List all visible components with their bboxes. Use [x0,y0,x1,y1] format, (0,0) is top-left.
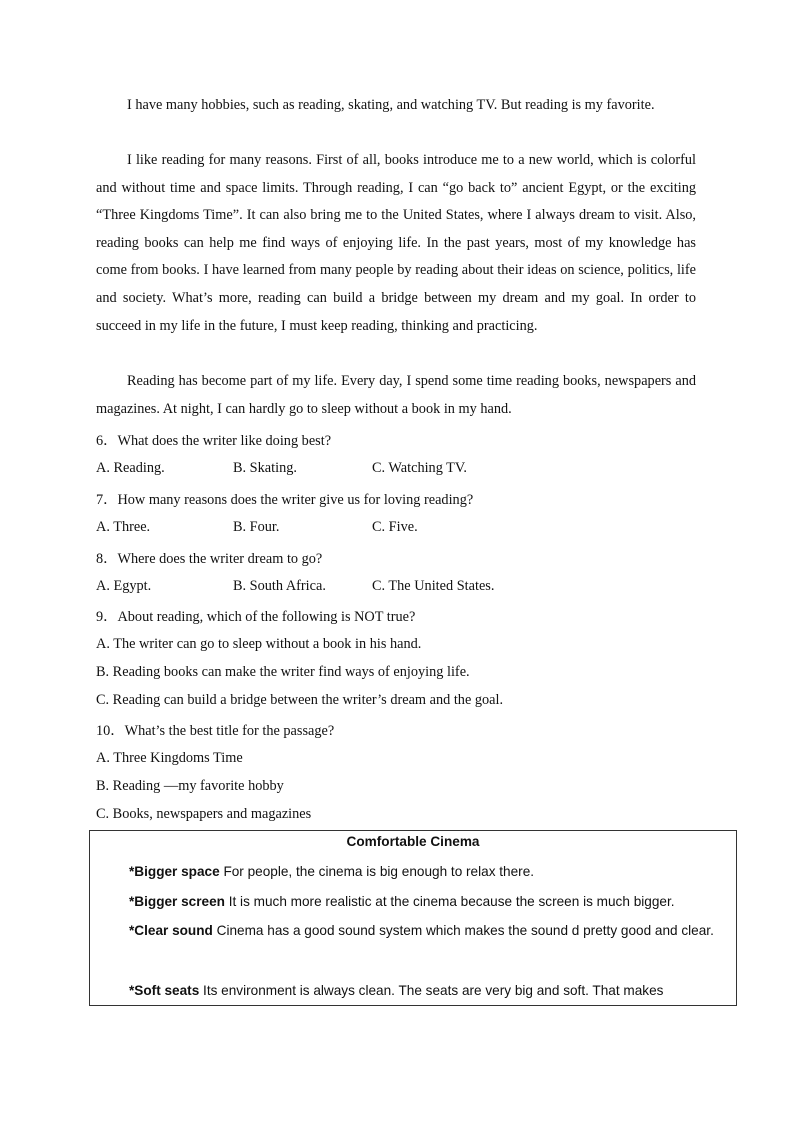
question-8-stem: 8．Where does the writer dream to go? [96,551,323,567]
question-8-option-b: B. South Africa. [233,578,326,594]
question-9-option-a: A. The writer can go to sleep without a book in his hand. [96,636,422,652]
question-10-option-b: B. Reading —my favorite hobby [96,778,284,794]
question-8-option-a: A. Egypt. [96,578,152,594]
cinema-item-bigger-space [98,857,732,887]
cinema-item-heading: *Soft seats [129,983,200,998]
question-9-option-b: B. Reading books can make the writer find ways of enjoying life. [96,664,470,680]
cinema-item-text: For people, the cinema is big enough to relax there. [219,864,535,879]
question-10-option-c: C. Books, newspapers and magazines [96,806,312,822]
cinema-item-clear-sound [98,916,732,946]
passage-paragraph-3: Reading has become part of my life. Every day, I spend some time reading books, newspapers and magazines. At night, I can hardly go to sleep without a book in my hand. [96,373,696,417]
passage-paragraph-1: I have many hobbies, such as reading, skating, and watching TV. But reading is my favorite. [127,97,655,113]
cinema-item-text: Its environment is always clean. The seats are very big and soft. That makes [199,983,664,998]
question-7-option-c: C. Five. [372,519,418,535]
question-7-stem: 7．How many reasons does the writer give us for loving reading? [96,492,474,508]
cinema-item-bigger-screen [98,887,732,917]
question-10-stem: 10．What’s the best title for the passage? [96,723,335,739]
question-6-option-b: B. Skating. [233,460,297,476]
cinema-item-text: It is much more realistic at the cinema because the screen is much bigger. [224,894,675,909]
cinema-item-text: Cinema has a good sound system which makes the sound d pretty good and clear. [212,923,714,938]
question-10-option-a: A. Three Kingdoms Time [96,750,243,766]
cinema-item-soft-seats [98,976,732,1006]
question-9-option-c: C. Reading can build a bridge between the writer’s dream and the goal. [96,692,504,708]
question-6-stem: 6．What does the writer like doing best? [96,433,332,449]
question-6-option-a: A. Reading. [96,460,165,476]
cinema-item-heading: *Bigger screen [129,894,225,909]
cinema-item-heading: *Clear sound [129,923,213,938]
cinema-item-heading: *Bigger space [129,864,220,879]
passage-paragraph-2: I like reading for many reasons. First of all, books introduce me to a new world, which is colorful and without time and space limits. Through reading, I can “go back to” ancient Egypt, or the exciting “Three Kingdoms Time”. It can also bring me to the United States, where I always dream to visit. Also, reading books can help me find ways of enjoying life. In the past years, most of my knowledge has come from books. I have learned from many people by reading about their ideas on science, politics, life and society. What’s more, reading can build a bridge between my dream and my goal. In order to succeed in my life in the future, I must keep reading, thinking and practicing. [96,152,696,334]
question-9-stem: 9．About reading, which of the following is NOT true? [96,609,416,625]
question-8-option-c: C. The United States. [372,578,495,594]
question-7-option-b: B. Four. [233,519,280,535]
question-7-option-a: A. Three. [96,519,151,535]
question-6-option-c: C. Watching TV. [372,460,467,476]
cinema-info-box [89,830,737,1006]
cinema-box-title: Comfortable Cinema [346,834,480,849]
